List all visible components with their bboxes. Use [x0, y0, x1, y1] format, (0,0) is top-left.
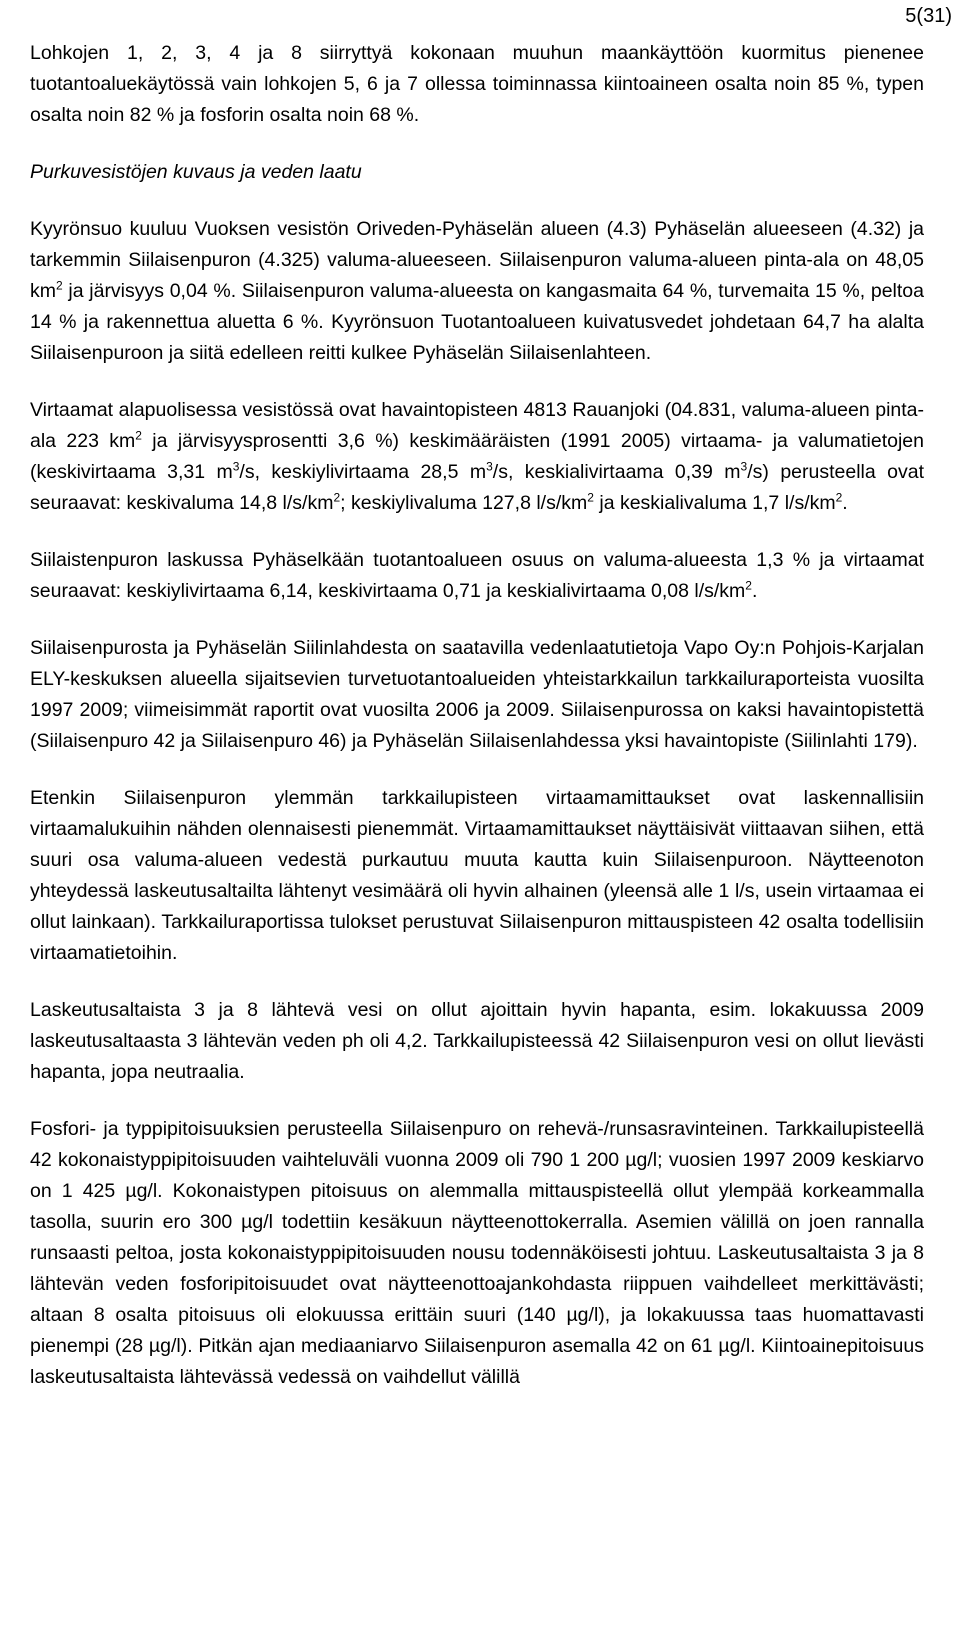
superscript: 3: [486, 459, 493, 474]
section-heading-receiving-waters: Purkuvesistöjen kuvaus ja veden laatu: [30, 161, 362, 183]
paragraph-load-reduction: Lohkojen 1, 2, 3, 4 ja 8 siirryttyä kokonaan muuhun maankäyttöön kuormitus pienenee tuotantoaluekäytössä vain lohkojen 5, 6 ja 7 ollessa toiminnassa kiintoaineen osalta noin 85 %, typen osalta noin 82 % ja fosforin osalta noin 68 %.: [30, 42, 924, 126]
superscript: 2: [56, 278, 63, 293]
text-segment: .: [842, 492, 848, 514]
paragraph-flow-rates: [30, 395, 924, 519]
paragraph-catchment-description: [30, 214, 924, 369]
paragraph-water-quality-data: Siilaisenpurosta ja Pyhäselän Siilinlahdesta on saatavilla vedenlaatutietoja Vapo Oy:n Pohjois-Karjalan ELY-keskuksen alueella sijaitsevien turvetuotantoalueiden yhteistarkkailun tarkkailuraporteista vuosilta 1997 2009; viimeisimmät raportit ovat vuosilta 2006 ja 2009. Siilaisenpurossa on kaksi havaintopistettä (Siilaisenpuro 42 ja Siilaisenpuro 46) ja Pyhäselän Siilaisenlahdessa yksi havaintopiste (Siilinlahti 179).: [30, 637, 924, 752]
paragraph-flow-measurements: Etenkin Siilaisenpuron ylemmän tarkkailupisteen virtaamamittaukset ovat laskennallisiin virtaamalukuihin nähden olennaisesti pienemmät. Virtaamamittaukset näyttäisivät viittaavan siihen, että suuri osa valuma-alueen vedestä purkautuu muuta kautta kuin Siilaisenpuroon. Näytteenoton yhteydessä laskeutusaltailta lähtenyt vesimäärä oli hyvin alhainen (yleensä alle 1 l/s, usein virtaamaa ei ollut lainkaan). Tarkkailuraportissa tulokset perustuvat Siilaisenpuron mittauspisteen 42 osalta todellisiin virtaamatietoihin.: [30, 787, 924, 964]
superscript: 2: [135, 428, 142, 443]
text-segment: ja keskialivaluma 1,7 l/s/km: [593, 492, 836, 514]
text-segment: /s, keskiylivirtaama 28,5 m: [239, 461, 487, 483]
paragraph-nutrients: Fosfori- ja typpipitoisuuksien perusteella Siilaisenpuro on rehevä-/runsasravinteinen. Tarkkailupisteellä 42 kokonaistyppipitoisuuden vaihteluväli vuonna 2009 oli 790 1 200 µg/l; vuosien 1997 2009 keskiarvo on 1 425 µg/l. Kokonaistypen pitoisuus on alemmalla mittauspisteellä ollut ylempää korkeammalla tasolla, suurin ero 300 µg/l todettiin kesäkuun näytteenottokerralla. Asemien välillä on joen rannalla runsaasti peltoa, josta kokonaistyppipitoisuuden nousu todennäköisesti johtuu. Laskeutusaltaista 3 ja 8 lähtevän veden fosforipitoisuudet ovat näytteenottoajankohdasta riippuen vaihdelleet merkittävästi; altaan 8 osalta pitoisuus oli elokuussa erittäin suuri (140 µg/l), ja lokakuussa taas huomattavasti pienempi (28 µg/l). Pitkän ajan mediaaniarvo Siilaisenpuron asemalla 42 on 61 µg/l. Kiintoainepitoisuus laskeutusaltaista lähtevässä vedessä on vaihdellut välillä: [30, 1118, 924, 1388]
document-body: [30, 38, 924, 1419]
paragraph-acidity: Laskeutusaltaista 3 ja 8 lähtevä vesi on ollut ajoittain hyvin hapanta, esim. lokakuussa 2009 laskeutusaltaasta 3 lähtevän veden ph oli 4,2. Tarkkailupisteessä 42 Siilaisenpuron vesi on ollut lievästi hapanta, jopa neutraalia.: [30, 999, 924, 1083]
superscript: 3: [740, 459, 748, 474]
text-segment: /s, keskialivirtaama 0,39 m: [492, 461, 741, 483]
text-segment: ja järvisyysprosentti 3,6 %) keskimääräisten (1991 2005) virtaama- ja valumatietojen (keskivirtaama 3,31 m: [30, 430, 924, 483]
superscript: 2: [745, 578, 752, 593]
superscript: 2: [333, 490, 341, 505]
superscript: 3: [232, 459, 240, 474]
superscript: 2: [587, 490, 594, 505]
text-segment: Kyyrönsuo kuuluu Vuoksen vesistön Oriveden-Pyhäselän alueen (4.3) Pyhäselän alueeseen (4.32) ja tarkemmin Siilaisenpuron (4.325) valuma-alueeseen. Siilaisenpuron valuma-alueen pinta-ala on 48,05 km: [30, 218, 924, 302]
page-number: 5(31): [905, 5, 952, 27]
text-segment: ; keskiylivaluma 127,8 l/s/km: [340, 492, 588, 514]
text-segment: Siilaistenpuron laskussa Pyhäselkään tuotantoalueen osuus on valuma-alueesta 1,3 % ja virtaamat seuraavat: keskiylivirtaama 6,14, keskivirtaama 0,71 ja keskialivirtaama 0,08 l/s/km: [30, 549, 924, 602]
text-segment: /s) perusteella ovat seuraavat: keskivaluma 14,8 l/s/km: [30, 461, 924, 514]
text-segment: ja järvisyys 0,04 %. Siilaisenpuron valuma-alueesta on kangasmaita 64 %, turvemaita 15 %, peltoa 14 % ja rakennettua aluetta 6 %. Kyyrönsuon Tuotantoalueen kuivatusvedet johdetaan 64,7 ha alalta Siilaisenpuroon ja siitä edelleen reitti kulkee Pyhäselän Siilaisenlahteen.: [30, 280, 924, 364]
text-segment: Virtaamat alapuolisessa vesistössä ovat havaintopisteen 4813 Rauanjoki (04.831, valuma-alueen pinta-ala 223 km: [30, 399, 924, 452]
superscript: 2: [835, 490, 843, 505]
text-segment: .: [751, 580, 758, 602]
paragraph-outlet-flows: [30, 545, 924, 607]
